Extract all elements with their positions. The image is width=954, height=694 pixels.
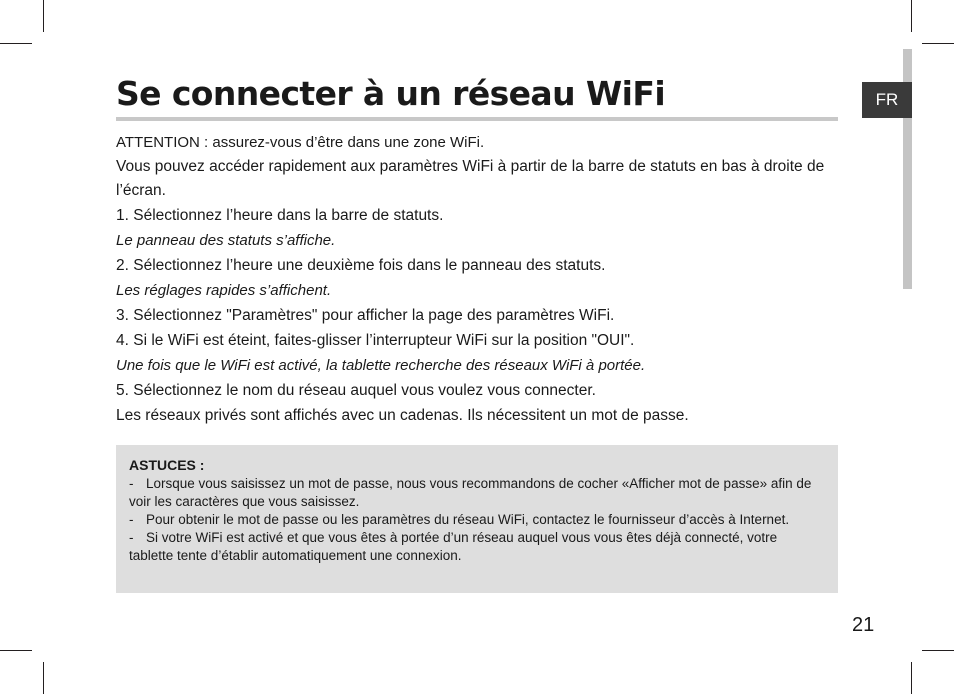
title-rule	[116, 117, 838, 121]
step-2: 2. Sélectionnez l’heure une deuxième fois dans le panneau des statuts.	[116, 257, 606, 274]
step-5: 5. Sélectionnez le nom du réseau auquel vous voulez vous connecter.	[116, 382, 596, 399]
step-1-note: Le panneau des statuts s’affiche.	[116, 232, 336, 249]
tip-item	[129, 511, 824, 529]
crop-mark	[911, 662, 912, 694]
step-1: 1. Sélectionnez l’heure dans la barre de statuts.	[116, 207, 444, 224]
tips-title: ASTUCES :	[129, 457, 205, 473]
crop-mark	[43, 662, 44, 694]
step-5-note: Les réseaux privés sont affichés avec un cadenas. Ils nécessitent un mot de passe.	[116, 407, 689, 424]
page-number: 21	[852, 614, 875, 636]
language-tab: FR	[862, 82, 912, 118]
intro-line: Vous pouvez accéder rapidement aux paramètres WiFi à partir de la barre de statuts en bas à droite de l’écran.	[116, 158, 825, 199]
crop-mark	[0, 650, 32, 651]
step-4-note: Une fois que le WiFi est activé, la tablette recherche des réseaux WiFi à portée.	[116, 357, 646, 374]
tip-dash: -	[129, 512, 134, 527]
step-4: 4. Si le WiFi est éteint, faites-glisser l’interrupteur WiFi sur la position "OUI".	[116, 332, 635, 349]
step-2-note: Les réglages rapides s’affichent.	[116, 282, 332, 299]
tip-item	[129, 475, 824, 511]
tip-dash: -	[129, 476, 134, 491]
crop-mark	[0, 43, 32, 44]
tip-dash: -	[129, 530, 134, 545]
crop-mark	[911, 0, 912, 32]
tips-box	[116, 445, 838, 593]
instructions	[116, 130, 836, 428]
tip-text: Pour obtenir le mot de passe ou les paramètres du réseau WiFi, contactez le fournisseur d’accès à Internet.	[146, 512, 790, 527]
crop-mark	[922, 43, 954, 44]
crop-mark	[922, 650, 954, 651]
attention-line: ATTENTION : assurez-vous d’être dans une zone WiFi.	[116, 134, 485, 151]
tip-item	[129, 529, 824, 565]
tip-text: Si votre WiFi est activé et que vous êtes à portée d’un réseau auquel vous vous êtes déjà connecté, votre tablette tente d’établir automatiquement une connexion.	[129, 530, 778, 563]
tip-text: Lorsque vous saisissez un mot de passe, nous vous recommandons de cocher «Afficher mot de passe» afin de voir les caractères que vous saisissez.	[129, 476, 812, 509]
crop-mark	[43, 0, 44, 32]
page-title: Se connecter à un réseau WiFi	[116, 74, 666, 113]
step-3: 3. Sélectionnez "Paramètres" pour afficher la page des paramètres WiFi.	[116, 307, 615, 324]
